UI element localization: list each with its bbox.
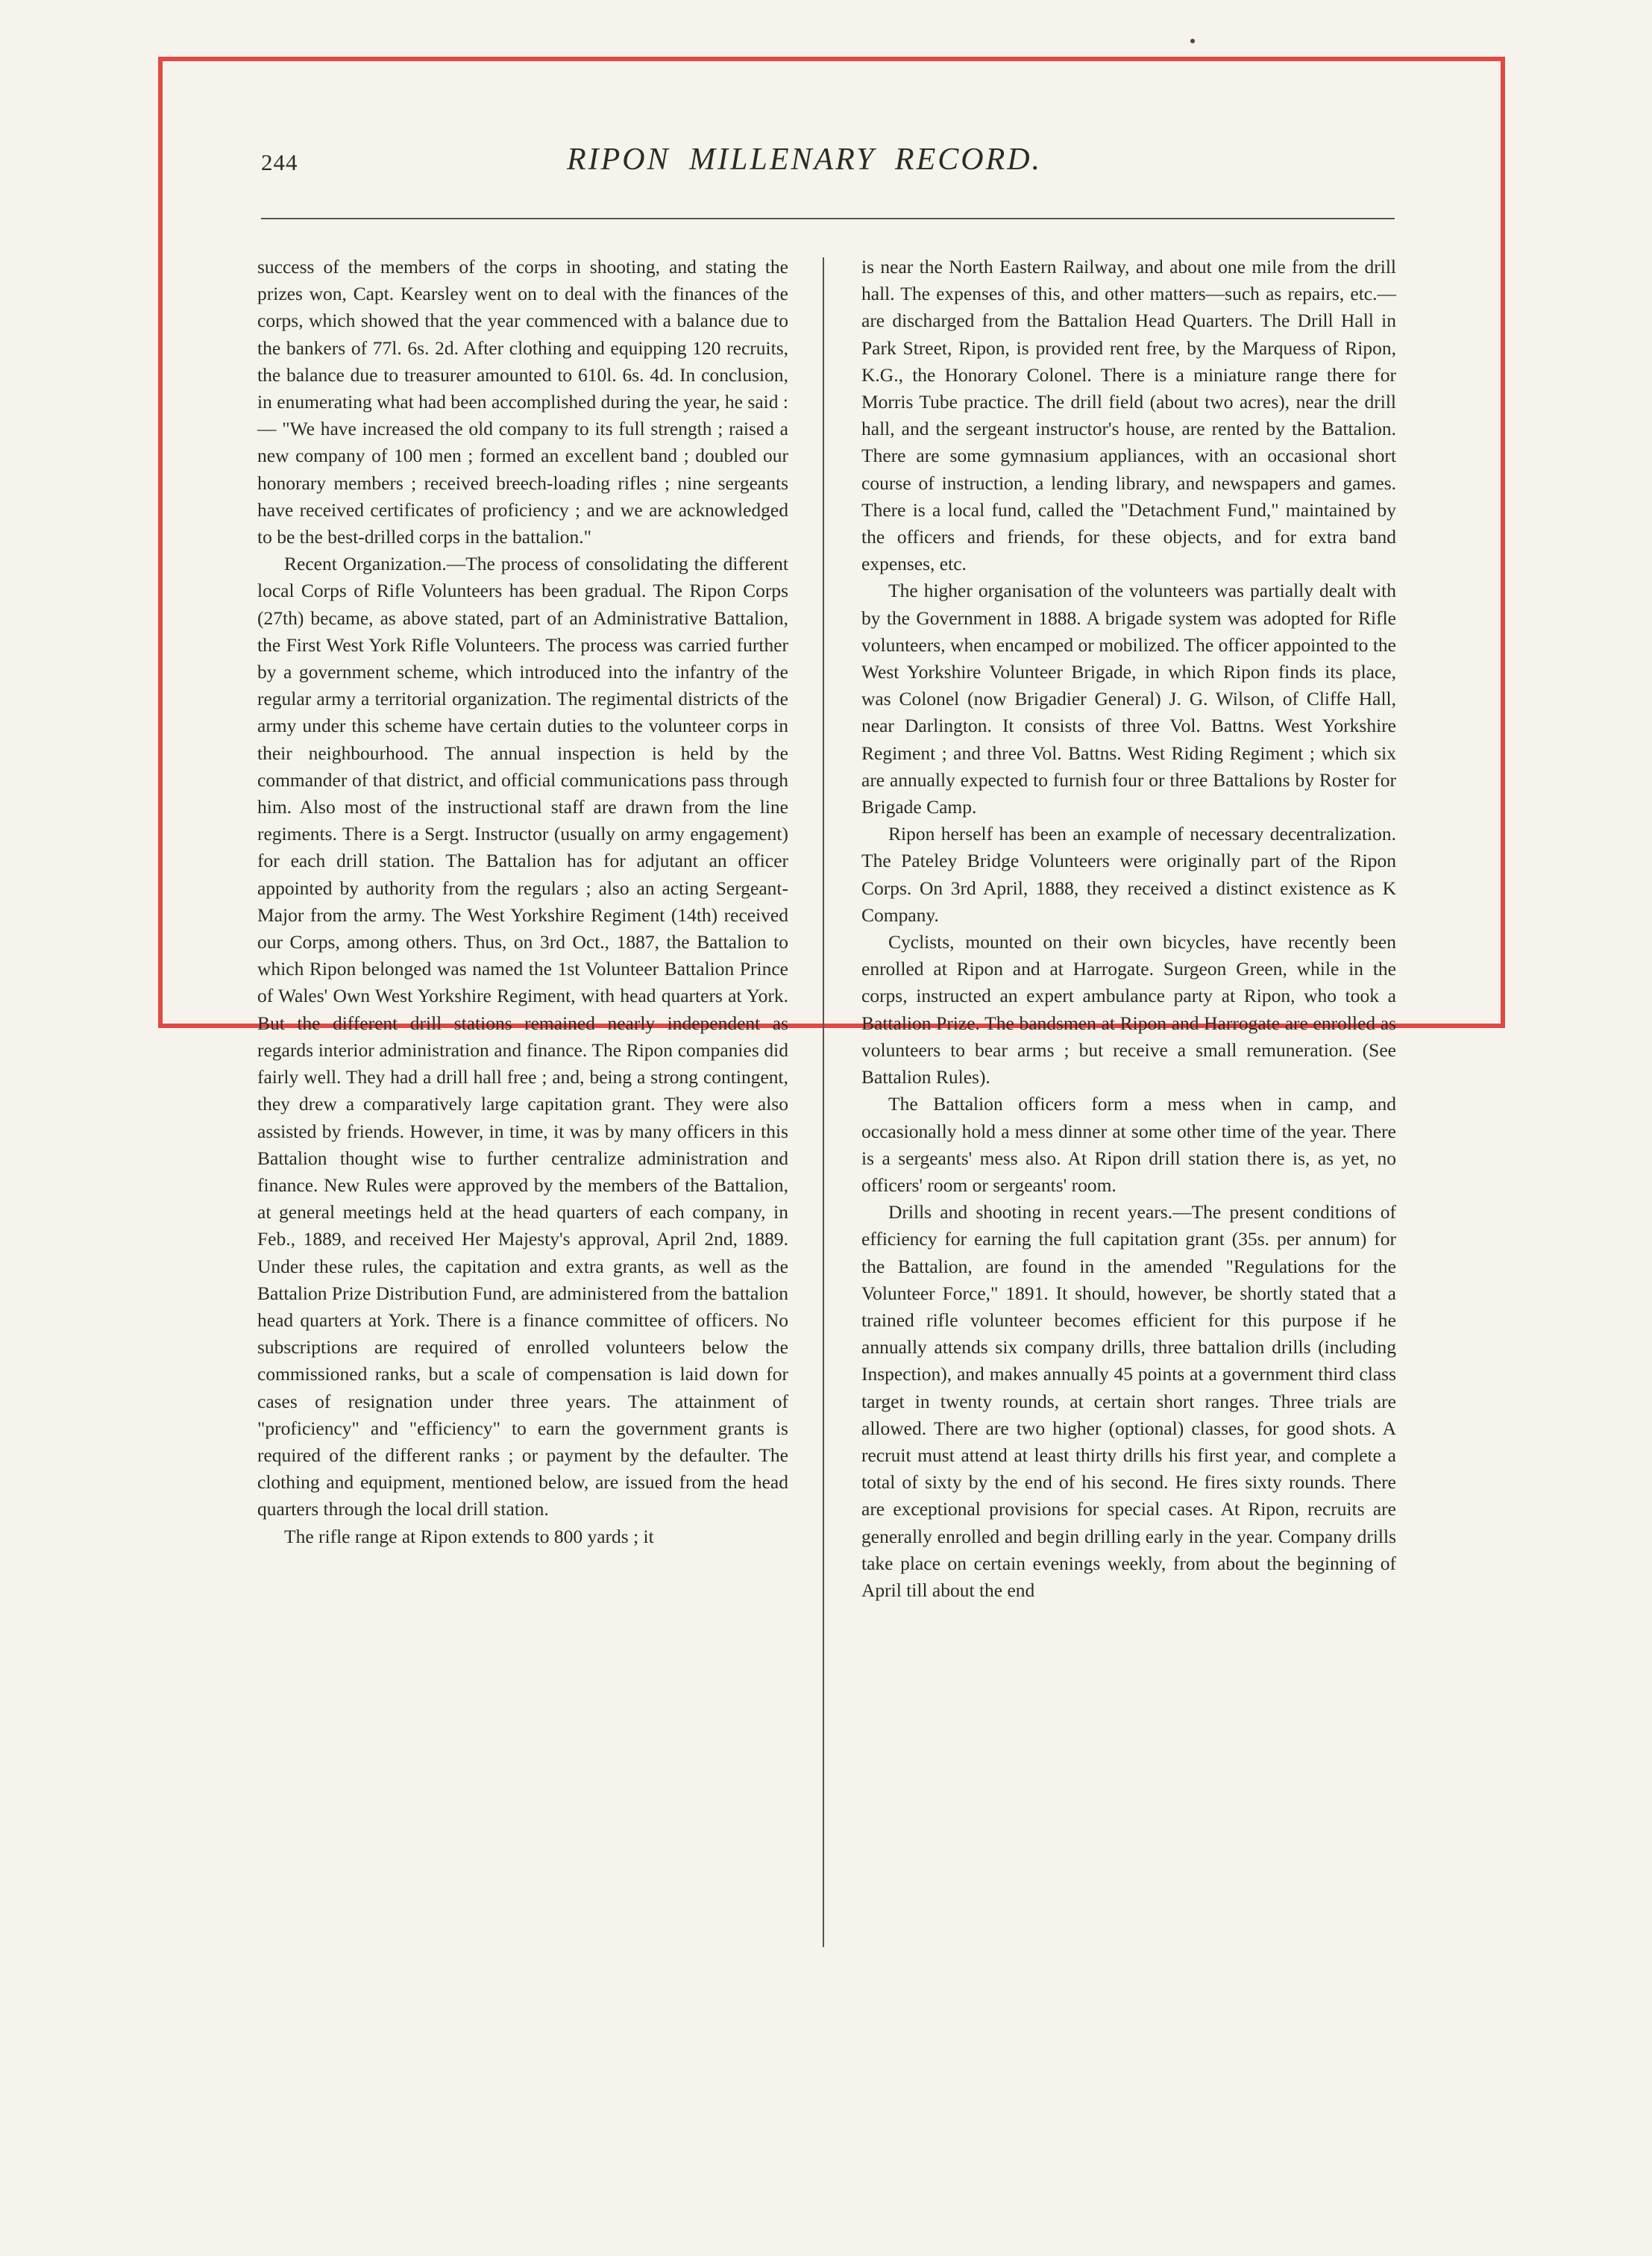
column-divider xyxy=(823,257,824,1947)
left-column xyxy=(257,254,788,1550)
paragraph: Recent Organization.—The process of consolidating the different local Corps of Rifle Volunteers has been gradual. The Ripon Corps (27th) became, as above stated, part of an Administrative Battalion, the First West York Rifle Volunteers. The process was carried further by a government scheme, which introduced into the infantry of the regular army a territorial organization. The regimental districts of the army under this scheme have certain duties to the volunteer corps in their neighbourhood. The annual inspection is held by the commander of that district, and official communications pass through him. Also most of the instructional staff are drawn from the line regiments. There is a Sergt. Instructor (usually on army engagement) for each drill station. The Battalion has for adjutant an officer appointed by authority from the regulars ; also an acting Sergeant-Major from the army. The West Yorkshire Regiment (14th) received our Corps, among others. Thus, on 3rd Oct., 1887, the Battalion to which Ripon belonged was named the 1st Volunteer Battalion Prince of Wales' Own West Yorkshire Regiment, with head quarters at York. But the different drill stations remained nearly independent as regards interior administration and finance. The Ripon companies did fairly well. They had a drill hall free ; and, being a strong contingent, they drew a comparatively large capitation grant. They were also assisted by friends. However, in time, it was by many officers in this Battalion thought wise to further centralize administration and finance. New Rules were approved by the members of the Battalion, at general meetings held at the head quarters of each company, in Feb., 1889, and received Her Majesty's approval, April 2nd, 1889. Under these rules, the capitation and extra grants, as well as the Battalion Prize Distribution Fund, are administered from the battalion head quarters at York. There is a finance committee of officers. No subscriptions are required of enrolled volunteers below the commissioned ranks, but a scale of compensation is laid down for cases of resignation under three years. The attainment of "proficiency" and "efficiency" to earn the government grants is required of the different ranks ; or payment by the defaulter. The clothing and equipment, mentioned below, are issued from the head quarters through the local drill station. xyxy=(257,553,788,1520)
paragraph: The rifle range at Ripon extends to 800 yards ; it xyxy=(284,1525,654,1547)
ink-speck xyxy=(1190,39,1195,43)
paragraph: Ripon herself has been an example of necessary decentralization. The Pateley Bridge Volunteers were originally part of the Ripon Corps. On 3rd April, 1888, they received a distinct existence as K Company. xyxy=(861,823,1396,926)
paragraph: is near the North Eastern Railway, and about one mile from the drill hall. The expenses of this, and other matters—such as repairs, etc.—are discharged from the Battalion Head Quarters. The Drill Hall in Park Street, Ripon, is provided rent free, by the Marquess of Ripon, K.G., the Honorary Colonel. There is a miniature range there for Morris Tube practice. The drill field (about two acres), near the drill hall, and the sergeant instructor's house, are rented by the Battalion. There are some gymnasium appliances, with an occasional short course of instruction, a lending library, and newspapers and games. There is a local fund, called the "Detachment Fund," maintained by the officers and friends, for these objects, and for extra band expenses, etc. xyxy=(861,256,1396,575)
running-title: RIPON MILLENARY RECORD. xyxy=(567,142,1043,177)
paragraph: Cyclists, mounted on their own bicycles, have recently been enrolled at Ripon and at Harrogate. Surgeon Green, while in the corps, instructed an expert ambulance party at Ripon, who took a Battalion Prize. The bandsmen at Ripon and Harrogate are enrolled as volunteers to bear arms ; but receive a small remuneration. (See Battalion Rules). xyxy=(861,931,1396,1088)
page-number: 244 xyxy=(261,149,298,175)
paragraph: The Battalion officers form a mess when in camp, and occasionally hold a mess dinner at some other time of the year. There is a sergeants' mess also. At Ripon drill station there is, as yet, no officers' room or sergeants' room. xyxy=(861,1093,1396,1196)
paragraph: The higher organisation of the volunteers was partially dealt with by the Government in 1888. A brigade system was adopted for Rifle volunteers, when encamped or mobilized. The officer appointed to the West Yorkshire Volunteer Brigade, in which Ripon finds its place, was Colonel (now Brigadier General) J. G. Wilson, of Cliffe Hall, near Darlington. It consists of three Vol. Battns. West Yorkshire Regiment ; and three Vol. Battns. West Riding Regiment ; which six are annually expected to furnish four or three Battalions by Roster for Brigade Camp. xyxy=(861,580,1396,818)
paragraph: success of the members of the corps in shooting, and stating the prizes won, Capt. Kearsley went on to deal with the finances of the corps, which showed that the year commenced with a balance due to the bankers of 77l. 6s. 2d. After clothing and equipping 120 recruits, the balance due to treasurer amounted to 610l. 6s. 4d. In conclusion, in enumerating what had been accomplished during the year, he said :— "We have increased the old company to its full strength ; raised a new company of 100 men ; formed an excellent band ; doubled our honorary members ; received breech-loading rifles ; nine sergeants have received certificates of proficiency ; and we are acknowledged to be the best-drilled corps in the battalion." xyxy=(257,256,788,548)
paragraph: Drills and shooting in recent years.—The present conditions of efficiency for earning the full capitation grant (35s. per annum) for the Battalion, are found in the amended "Regulations for the Volunteer Force," 1891. It should, however, be shortly stated that a trained rifle volunteer becomes efficient for this purpose if he annually attends six company drills, three battalion drills (including Inspection), and makes annually 45 points at a government third class target in twenty rounds, at certain short ranges. Three trials are allowed. There are two higher (optional) classes, for good shots. A recruit must attend at least thirty drills his first year, and complete a total of sixty by the end of his second. He fires sixty rounds. There are exceptional provisions for special cases. At Ripon, recruits are generally enrolled and begin drilling early in the year. Company drills take place on certain evenings weekly, from about the beginning of April till about the end xyxy=(861,1201,1396,1601)
right-column xyxy=(861,254,1396,1604)
header-rule xyxy=(261,218,1395,219)
